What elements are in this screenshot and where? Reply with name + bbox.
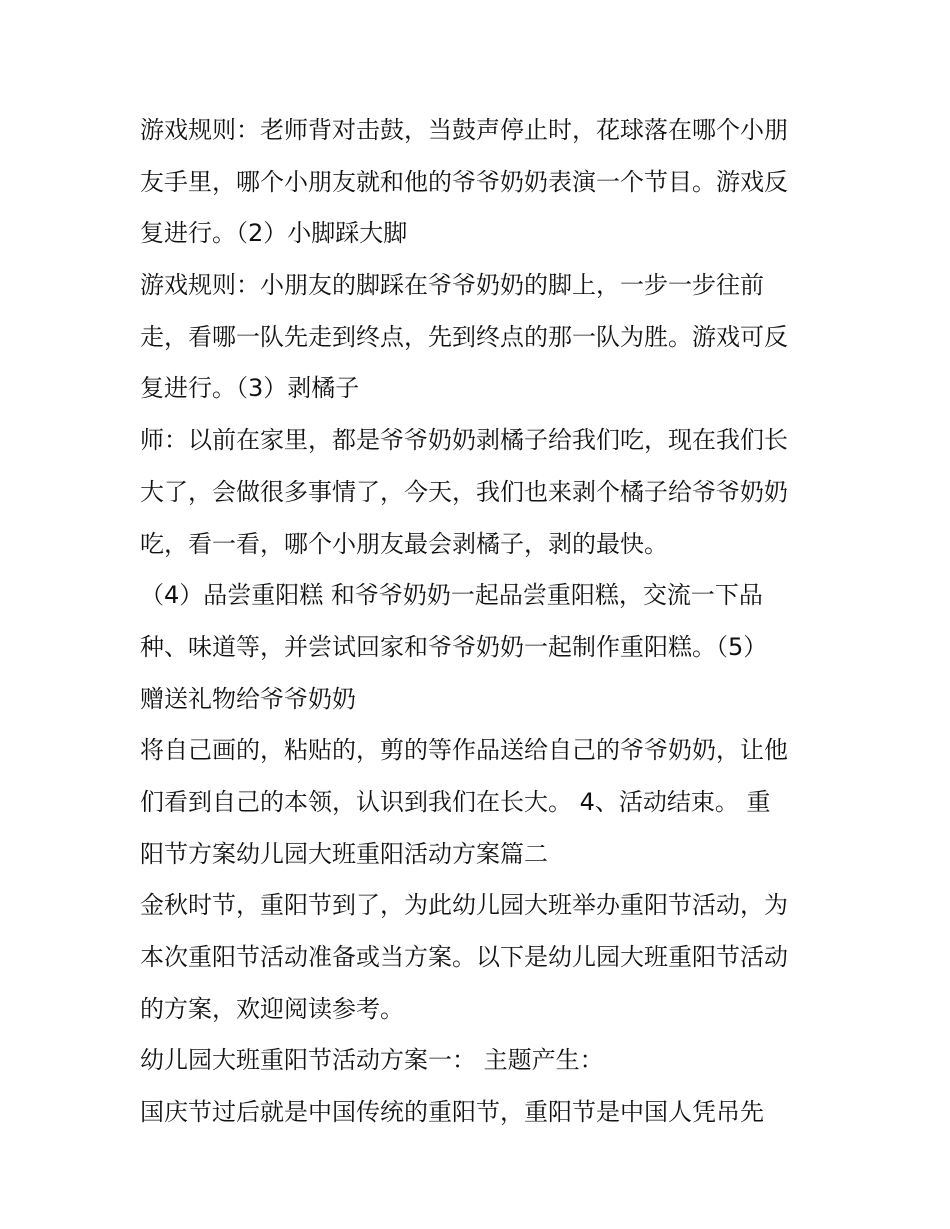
text-line: 复进行。（3）剥橘子 xyxy=(140,374,360,403)
text-line: 师：以前在家里，都是爷爷奶奶剥橘子给我们吃，现在我们长 xyxy=(140,426,788,455)
text-line: 游戏规则：小朋友的脚踩在爷爷奶奶的脚上，一步一步往前 xyxy=(140,271,764,300)
text-line: 大了，会做很多事情了，今天，我们也来剥个橘子给爷爷奶奶 xyxy=(140,477,788,506)
text-line: 幼儿园大班重阳节活动方案一： 主题产生： xyxy=(140,1046,604,1075)
text-line: 金秋时节，重阳节到了，为此幼儿园大班举办重阳节活动，为 xyxy=(140,891,788,920)
text-line: 赠送礼物给爷爷奶奶 xyxy=(140,684,356,713)
text-line: 复进行。（2）小脚踩大脚 xyxy=(140,219,408,248)
text-line: 友手里，哪个小朋友就和他的爷爷奶奶表演一个节目。游戏反 xyxy=(140,167,788,196)
text-line: 的方案，欢迎阅读参考。 xyxy=(140,994,404,1023)
text-line: 本次重阳节活动准备或当方案。以下是幼儿园大班重阳节活动 xyxy=(140,943,788,971)
text-line: 吃，看一看，哪个小朋友最会剥橘子，剥的最快。 xyxy=(140,529,668,558)
text-line: （4）品尝重阳糕 和爷爷奶奶一起品尝重阳糕，交流一下品 xyxy=(140,581,763,610)
text-line: 们看到自己的本领，认识到我们在长大。 4、活动结束。 重 xyxy=(140,787,771,816)
text-line: 将自己画的，粘贴的，剪的等作品送给自己的爷爷奶奶，让他 xyxy=(140,736,788,765)
text-line: 国庆节过后就是中国传统的重阳节，重阳节是中国人凭吊先 xyxy=(140,1098,764,1127)
text-line: 游戏规则：老师背对击鼓，当鼓声停止时，花球落在哪个小朋 xyxy=(140,116,788,144)
text-line: 阳节方案幼儿园大班重阳活动方案篇二 xyxy=(140,839,548,868)
text-line: 种、味道等，并尝试回家和爷爷奶奶一起制作重阳糕。（5） xyxy=(140,632,768,661)
text-line: 走，看哪一队先走到终点，先到终点的那一队为胜。游戏可反 xyxy=(140,322,788,351)
document-body xyxy=(140,105,820,1139)
